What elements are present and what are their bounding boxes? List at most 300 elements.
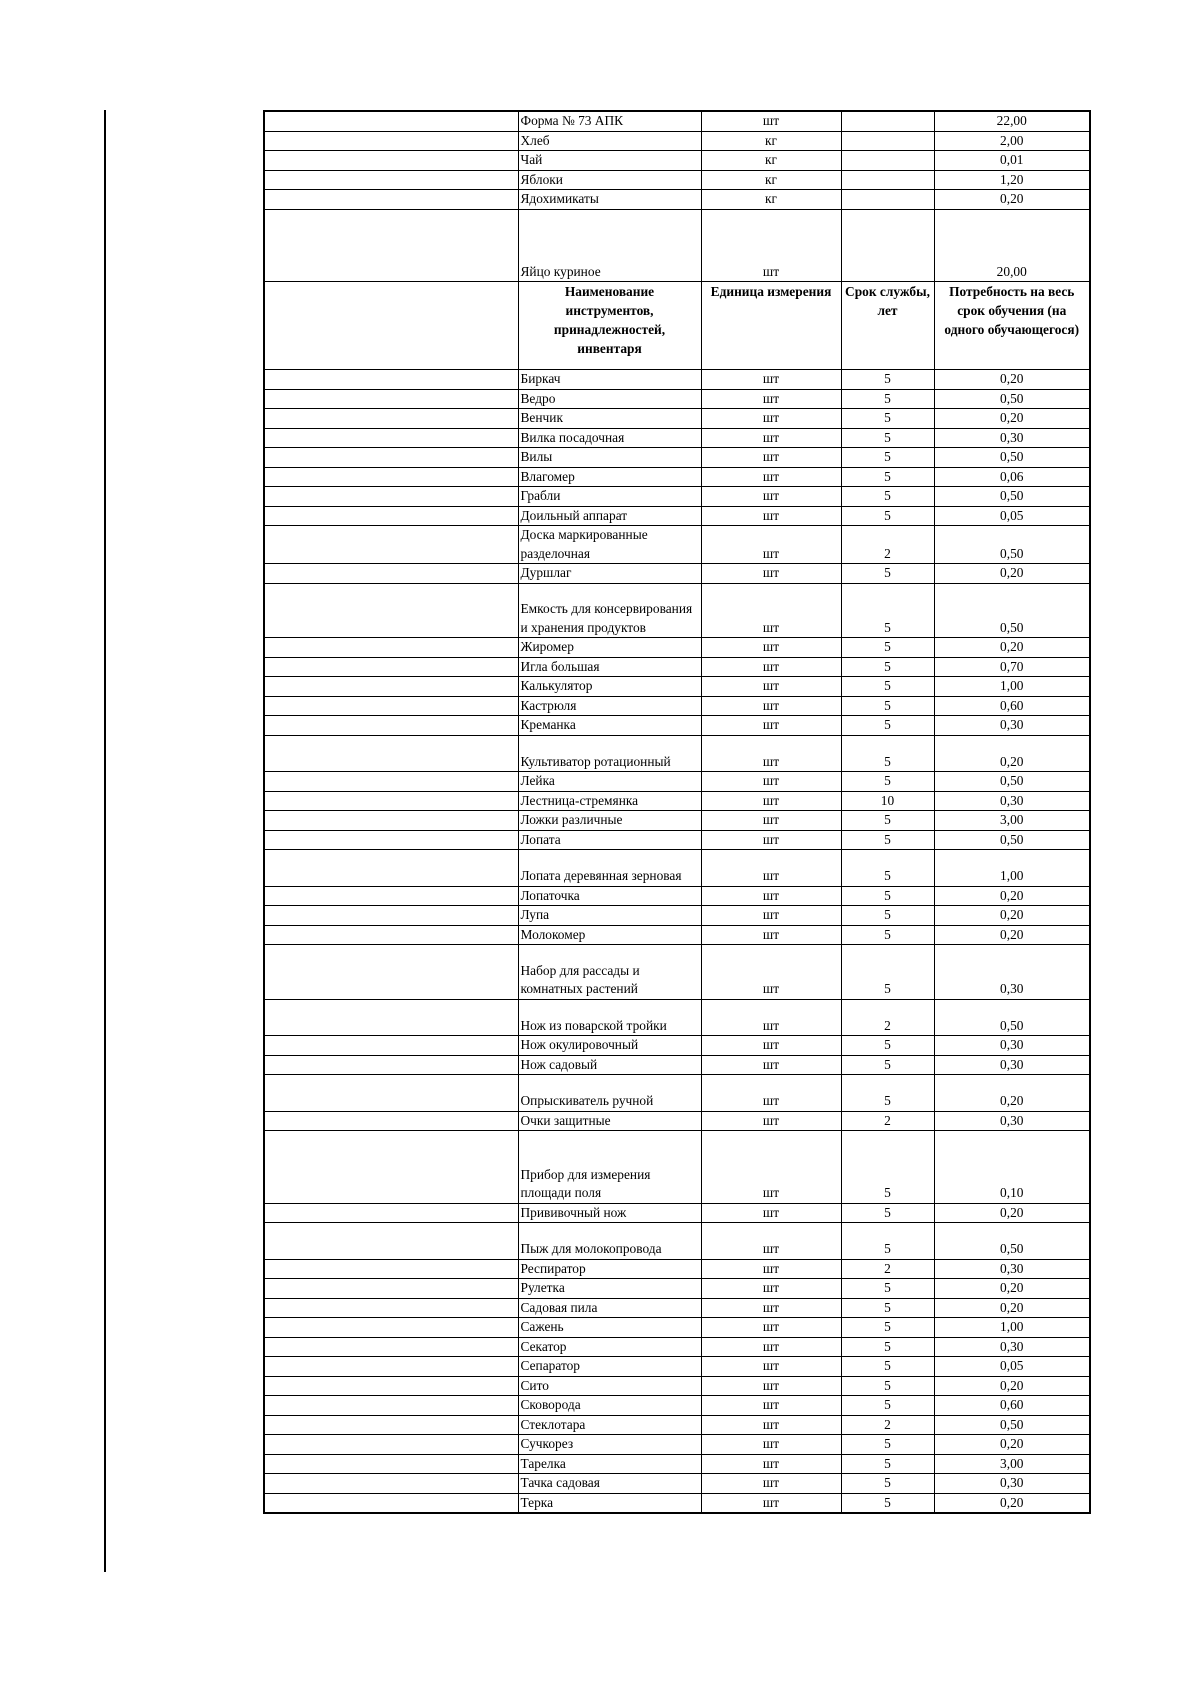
row-empty-cell bbox=[264, 170, 518, 190]
item-name-cell: Тарелка bbox=[518, 1454, 701, 1474]
item-unit-cell: шт bbox=[701, 1357, 841, 1377]
row-empty-cell bbox=[264, 1259, 518, 1279]
table-row bbox=[264, 190, 1090, 210]
table-row bbox=[264, 906, 1090, 926]
item-need-cell: 0,30 bbox=[934, 1036, 1090, 1056]
item-need-cell: 1,00 bbox=[934, 850, 1090, 886]
item-name-cell: Ядохимикаты bbox=[518, 190, 701, 210]
item-need-cell: 0,20 bbox=[934, 1279, 1090, 1299]
item-service-life-cell: 5 bbox=[841, 1055, 934, 1075]
item-need-cell: 0,60 bbox=[934, 696, 1090, 716]
item-unit-cell: шт bbox=[701, 448, 841, 468]
item-name-cell: Форма № 73 АПК bbox=[518, 111, 701, 131]
item-unit-cell: шт bbox=[701, 1223, 841, 1259]
row-empty-cell bbox=[264, 1075, 518, 1111]
item-unit-cell: шт bbox=[701, 409, 841, 429]
item-need-cell: 0,50 bbox=[934, 1223, 1090, 1259]
item-name-cell: Сажень bbox=[518, 1318, 701, 1338]
item-need-cell: 0,20 bbox=[934, 1435, 1090, 1455]
table-row bbox=[264, 1131, 1090, 1204]
row-empty-cell bbox=[264, 487, 518, 507]
row-empty-cell bbox=[264, 1111, 518, 1131]
item-need-cell: 0,06 bbox=[934, 467, 1090, 487]
row-empty-cell bbox=[264, 677, 518, 697]
item-unit-cell: шт bbox=[701, 1075, 841, 1111]
item-name-cell: Терка bbox=[518, 1493, 701, 1513]
table-row bbox=[264, 677, 1090, 697]
item-name-cell: Яблоки bbox=[518, 170, 701, 190]
item-name-cell: Сепаратор bbox=[518, 1357, 701, 1377]
item-need-cell: 0,30 bbox=[934, 1111, 1090, 1131]
item-unit-cell: шт bbox=[701, 1055, 841, 1075]
row-empty-cell bbox=[264, 638, 518, 658]
header-service-life: Срок службы, лет bbox=[841, 282, 934, 370]
row-empty-cell bbox=[264, 1415, 518, 1435]
table-row bbox=[264, 772, 1090, 792]
item-name-cell: Прививочный нож bbox=[518, 1203, 701, 1223]
item-need-cell: 0,20 bbox=[934, 1075, 1090, 1111]
table-row bbox=[264, 467, 1090, 487]
row-empty-cell bbox=[264, 131, 518, 151]
row-empty-cell bbox=[264, 583, 518, 638]
item-service-life-cell: 5 bbox=[841, 1036, 934, 1056]
row-empty-cell bbox=[264, 1223, 518, 1259]
table-row bbox=[264, 1298, 1090, 1318]
item-name-cell: Доильный аппарат bbox=[518, 506, 701, 526]
item-need-cell: 0,50 bbox=[934, 772, 1090, 792]
item-unit-cell: шт bbox=[701, 677, 841, 697]
item-unit-cell: шт bbox=[701, 1318, 841, 1338]
row-empty-cell bbox=[264, 1055, 518, 1075]
item-unit-cell: шт bbox=[701, 1298, 841, 1318]
row-empty-cell bbox=[264, 1279, 518, 1299]
item-name-cell: Ложки различные bbox=[518, 811, 701, 831]
item-name-cell: Респиратор bbox=[518, 1259, 701, 1279]
item-unit-cell: шт bbox=[701, 638, 841, 658]
table-row bbox=[264, 696, 1090, 716]
item-need-cell: 0,30 bbox=[934, 716, 1090, 736]
item-need-cell: 0,50 bbox=[934, 487, 1090, 507]
item-service-life-cell: 5 bbox=[841, 1337, 934, 1357]
item-name-cell: Кастрюля bbox=[518, 696, 701, 716]
table-row bbox=[264, 1396, 1090, 1416]
item-service-life-cell: 5 bbox=[841, 409, 934, 429]
table-row bbox=[264, 428, 1090, 448]
table-row bbox=[264, 583, 1090, 638]
item-name-cell: Прибор для измерения площади поля bbox=[518, 1131, 701, 1204]
header-name: Наименование инструментов, принадлежностей, инвентаря bbox=[518, 282, 701, 370]
item-need-cell: 0,20 bbox=[934, 1298, 1090, 1318]
item-name-cell: Нож из поварской тройки bbox=[518, 999, 701, 1035]
item-need-cell: 2,00 bbox=[934, 131, 1090, 151]
table-row bbox=[264, 1203, 1090, 1223]
item-name-cell: Пыж для молокопровода bbox=[518, 1223, 701, 1259]
item-unit-cell: шт bbox=[701, 111, 841, 131]
table-row bbox=[264, 735, 1090, 771]
header-unit: Единица измерения bbox=[701, 282, 841, 370]
item-name-cell: Нож окулировочный bbox=[518, 1036, 701, 1056]
item-need-cell: 0,30 bbox=[934, 1337, 1090, 1357]
item-service-life-cell: 5 bbox=[841, 467, 934, 487]
item-name-cell: Лопата деревянная зерновая bbox=[518, 850, 701, 886]
row-empty-cell bbox=[264, 811, 518, 831]
item-need-cell: 0,50 bbox=[934, 830, 1090, 850]
row-empty-cell bbox=[264, 409, 518, 429]
item-service-life-cell: 5 bbox=[841, 735, 934, 771]
item-need-cell: 0,20 bbox=[934, 1493, 1090, 1513]
row-empty-cell bbox=[264, 448, 518, 468]
item-service-life-cell: 2 bbox=[841, 526, 934, 564]
item-service-life-cell: 5 bbox=[841, 1357, 934, 1377]
row-empty-cell bbox=[264, 772, 518, 792]
item-name-cell: Венчик bbox=[518, 409, 701, 429]
item-name-cell: Сучкорез bbox=[518, 1435, 701, 1455]
item-need-cell: 0,30 bbox=[934, 791, 1090, 811]
item-name-cell: Вилка посадочная bbox=[518, 428, 701, 448]
row-empty-cell bbox=[264, 1036, 518, 1056]
item-unit-cell: кг bbox=[701, 151, 841, 171]
row-empty-cell bbox=[264, 1318, 518, 1338]
item-service-life-cell: 10 bbox=[841, 791, 934, 811]
item-name-cell: Влагомер bbox=[518, 467, 701, 487]
item-name-cell: Нож садовый bbox=[518, 1055, 701, 1075]
item-service-life-cell: 5 bbox=[841, 370, 934, 390]
item-need-cell: 0,50 bbox=[934, 526, 1090, 564]
item-need-cell: 0,30 bbox=[934, 1055, 1090, 1075]
item-name-cell: Вилы bbox=[518, 448, 701, 468]
item-service-life-cell: 2 bbox=[841, 1111, 934, 1131]
item-need-cell: 0,30 bbox=[934, 945, 1090, 1000]
item-name-cell: Лестница-стремянка bbox=[518, 791, 701, 811]
item-need-cell: 0,20 bbox=[934, 190, 1090, 210]
item-need-cell: 3,00 bbox=[934, 1454, 1090, 1474]
item-service-life-cell: 5 bbox=[841, 487, 934, 507]
left-margin-line bbox=[104, 110, 106, 1572]
item-name-cell: Хлеб bbox=[518, 131, 701, 151]
item-service-life-cell: 5 bbox=[841, 696, 934, 716]
table-row bbox=[264, 564, 1090, 584]
item-service-life-cell: 5 bbox=[841, 906, 934, 926]
table-row bbox=[264, 487, 1090, 507]
item-need-cell: 1,00 bbox=[934, 677, 1090, 697]
item-service-life-cell bbox=[841, 111, 934, 131]
row-empty-cell bbox=[264, 906, 518, 926]
item-need-cell: 0,20 bbox=[934, 735, 1090, 771]
table-items-section bbox=[264, 370, 1090, 1513]
table-row bbox=[264, 1036, 1090, 1056]
item-unit-cell: шт bbox=[701, 925, 841, 945]
item-name-cell: Стеклотара bbox=[518, 1415, 701, 1435]
table-row bbox=[264, 1223, 1090, 1259]
table-row bbox=[264, 370, 1090, 390]
item-unit-cell: шт bbox=[701, 1036, 841, 1056]
item-service-life-cell: 5 bbox=[841, 716, 934, 736]
item-service-life-cell: 5 bbox=[841, 772, 934, 792]
table-row bbox=[264, 1474, 1090, 1494]
item-unit-cell: шт bbox=[701, 696, 841, 716]
item-unit-cell: шт bbox=[701, 772, 841, 792]
item-name-cell: Сковорода bbox=[518, 1396, 701, 1416]
item-name-cell: Биркач bbox=[518, 370, 701, 390]
table-row bbox=[264, 1454, 1090, 1474]
item-unit-cell: шт bbox=[701, 487, 841, 507]
item-name-cell: Сито bbox=[518, 1376, 701, 1396]
item-need-cell: 0,20 bbox=[934, 564, 1090, 584]
item-name-cell: Грабли bbox=[518, 487, 701, 507]
item-service-life-cell: 5 bbox=[841, 1131, 934, 1204]
row-empty-cell bbox=[264, 1376, 518, 1396]
table-row bbox=[264, 1318, 1090, 1338]
table-row bbox=[264, 1337, 1090, 1357]
table-top-section bbox=[264, 111, 1090, 282]
item-unit-cell: шт bbox=[701, 564, 841, 584]
item-need-cell: 0,10 bbox=[934, 1131, 1090, 1204]
item-name-cell: Доска маркированные разделочная bbox=[518, 526, 701, 564]
row-empty-cell bbox=[264, 209, 518, 282]
header-need: Потребность на весь срок обучения (на одного обучающегося) bbox=[934, 282, 1090, 370]
row-empty-cell bbox=[264, 1454, 518, 1474]
item-unit-cell: шт bbox=[701, 1474, 841, 1494]
item-service-life-cell: 5 bbox=[841, 677, 934, 697]
item-name-cell: Набор для рассады и комнатных растений bbox=[518, 945, 701, 1000]
item-service-life-cell bbox=[841, 170, 934, 190]
table-row bbox=[264, 1376, 1090, 1396]
item-need-cell: 0,20 bbox=[934, 1203, 1090, 1223]
item-need-cell: 0,01 bbox=[934, 151, 1090, 171]
item-service-life-cell bbox=[841, 190, 934, 210]
table-header-section bbox=[264, 282, 1090, 370]
item-unit-cell: шт bbox=[701, 716, 841, 736]
table-row bbox=[264, 1259, 1090, 1279]
item-unit-cell: шт bbox=[701, 583, 841, 638]
item-need-cell: 0,60 bbox=[934, 1396, 1090, 1416]
item-name-cell: Жиромер bbox=[518, 638, 701, 658]
item-unit-cell: шт bbox=[701, 811, 841, 831]
row-empty-cell bbox=[264, 428, 518, 448]
item-unit-cell: шт bbox=[701, 791, 841, 811]
table-row bbox=[264, 209, 1090, 282]
item-unit-cell: кг bbox=[701, 170, 841, 190]
item-service-life-cell: 5 bbox=[841, 1396, 934, 1416]
item-unit-cell: шт bbox=[701, 906, 841, 926]
row-empty-cell bbox=[264, 716, 518, 736]
item-need-cell: 20,00 bbox=[934, 209, 1090, 282]
item-service-life-cell: 2 bbox=[841, 999, 934, 1035]
item-unit-cell: шт bbox=[701, 209, 841, 282]
table-header-row bbox=[264, 282, 1090, 370]
item-need-cell: 0,05 bbox=[934, 506, 1090, 526]
item-need-cell: 0,20 bbox=[934, 925, 1090, 945]
item-unit-cell: шт bbox=[701, 657, 841, 677]
item-need-cell: 0,20 bbox=[934, 906, 1090, 926]
item-unit-cell: шт bbox=[701, 1203, 841, 1223]
item-service-life-cell bbox=[841, 151, 934, 171]
item-need-cell: 0,20 bbox=[934, 409, 1090, 429]
item-name-cell: Культиватор ротационный bbox=[518, 735, 701, 771]
item-need-cell: 0,20 bbox=[934, 1376, 1090, 1396]
item-name-cell: Калькулятор bbox=[518, 677, 701, 697]
row-empty-cell bbox=[264, 151, 518, 171]
item-need-cell: 0,20 bbox=[934, 370, 1090, 390]
item-unit-cell: шт bbox=[701, 830, 841, 850]
row-empty-cell bbox=[264, 657, 518, 677]
item-name-cell: Опрыскиватель ручной bbox=[518, 1075, 701, 1111]
item-unit-cell: шт bbox=[701, 999, 841, 1035]
item-service-life-cell: 5 bbox=[841, 638, 934, 658]
item-service-life-cell: 5 bbox=[841, 811, 934, 831]
item-service-life-cell: 5 bbox=[841, 1298, 934, 1318]
table-row bbox=[264, 925, 1090, 945]
item-unit-cell: шт bbox=[701, 735, 841, 771]
item-name-cell: Молокомер bbox=[518, 925, 701, 945]
item-unit-cell: шт bbox=[701, 1131, 841, 1204]
item-service-life-cell: 5 bbox=[841, 850, 934, 886]
item-service-life-cell: 2 bbox=[841, 1259, 934, 1279]
table-row bbox=[264, 448, 1090, 468]
row-empty-cell bbox=[264, 1396, 518, 1416]
item-name-cell: Лупа bbox=[518, 906, 701, 926]
item-name-cell: Дуршлаг bbox=[518, 564, 701, 584]
item-unit-cell: шт bbox=[701, 1337, 841, 1357]
item-service-life-cell: 5 bbox=[841, 1203, 934, 1223]
item-service-life-cell: 5 bbox=[841, 448, 934, 468]
item-unit-cell: шт bbox=[701, 1454, 841, 1474]
item-service-life-cell: 2 bbox=[841, 1415, 934, 1435]
item-service-life-cell: 5 bbox=[841, 925, 934, 945]
item-unit-cell: шт bbox=[701, 1259, 841, 1279]
table-row bbox=[264, 791, 1090, 811]
row-empty-cell bbox=[264, 1337, 518, 1357]
item-need-cell: 0,50 bbox=[934, 448, 1090, 468]
item-unit-cell: шт bbox=[701, 1415, 841, 1435]
row-empty-cell bbox=[264, 1474, 518, 1494]
table-row bbox=[264, 638, 1090, 658]
item-service-life-cell: 5 bbox=[841, 1075, 934, 1111]
header-empty-cell bbox=[264, 282, 518, 370]
item-unit-cell: шт bbox=[701, 1396, 841, 1416]
item-name-cell: Тачка садовая bbox=[518, 1474, 701, 1494]
item-unit-cell: шт bbox=[701, 945, 841, 1000]
row-empty-cell bbox=[264, 925, 518, 945]
table-row bbox=[264, 170, 1090, 190]
item-service-life-cell: 5 bbox=[841, 1279, 934, 1299]
item-unit-cell: шт bbox=[701, 1376, 841, 1396]
row-empty-cell bbox=[264, 791, 518, 811]
item-need-cell: 0,30 bbox=[934, 1474, 1090, 1494]
item-name-cell: Чай bbox=[518, 151, 701, 171]
item-service-life-cell: 5 bbox=[841, 583, 934, 638]
item-service-life-cell bbox=[841, 209, 934, 282]
item-service-life-cell bbox=[841, 131, 934, 151]
table-row bbox=[264, 945, 1090, 1000]
table-row bbox=[264, 830, 1090, 850]
item-unit-cell: шт bbox=[701, 389, 841, 409]
item-unit-cell: шт bbox=[701, 428, 841, 448]
item-name-cell: Лопаточка bbox=[518, 886, 701, 906]
item-name-cell: Рулетка bbox=[518, 1279, 701, 1299]
item-service-life-cell: 5 bbox=[841, 1223, 934, 1259]
item-need-cell: 0,05 bbox=[934, 1357, 1090, 1377]
table-row bbox=[264, 111, 1090, 131]
row-empty-cell bbox=[264, 1357, 518, 1377]
table-row bbox=[264, 1055, 1090, 1075]
item-name-cell: Лейка bbox=[518, 772, 701, 792]
table-row bbox=[264, 999, 1090, 1035]
row-empty-cell bbox=[264, 999, 518, 1035]
row-empty-cell bbox=[264, 1493, 518, 1513]
item-name-cell: Секатор bbox=[518, 1337, 701, 1357]
table-row bbox=[264, 1357, 1090, 1377]
table-row bbox=[264, 657, 1090, 677]
item-service-life-cell: 5 bbox=[841, 506, 934, 526]
item-unit-cell: шт bbox=[701, 1435, 841, 1455]
item-name-cell: Лопата bbox=[518, 830, 701, 850]
item-name-cell: Ведро bbox=[518, 389, 701, 409]
row-empty-cell bbox=[264, 696, 518, 716]
table-row bbox=[264, 409, 1090, 429]
item-unit-cell: кг bbox=[701, 131, 841, 151]
row-empty-cell bbox=[264, 190, 518, 210]
item-need-cell: 0,20 bbox=[934, 638, 1090, 658]
item-service-life-cell: 5 bbox=[841, 886, 934, 906]
item-unit-cell: кг bbox=[701, 190, 841, 210]
item-name-cell: Очки защитные bbox=[518, 1111, 701, 1131]
row-empty-cell bbox=[264, 506, 518, 526]
row-empty-cell bbox=[264, 564, 518, 584]
item-unit-cell: шт bbox=[701, 526, 841, 564]
item-service-life-cell: 5 bbox=[841, 1376, 934, 1396]
item-unit-cell: шт bbox=[701, 850, 841, 886]
row-empty-cell bbox=[264, 1203, 518, 1223]
item-name-cell: Яйцо куриное bbox=[518, 209, 701, 282]
item-need-cell: 1,00 bbox=[934, 1318, 1090, 1338]
item-service-life-cell: 5 bbox=[841, 830, 934, 850]
item-service-life-cell: 5 bbox=[841, 1435, 934, 1455]
item-name-cell: Садовая пила bbox=[518, 1298, 701, 1318]
table-row bbox=[264, 811, 1090, 831]
row-empty-cell bbox=[264, 1131, 518, 1204]
table-row bbox=[264, 1279, 1090, 1299]
table-row bbox=[264, 526, 1090, 564]
item-service-life-cell: 5 bbox=[841, 389, 934, 409]
item-name-cell: Емкость для консервирования и хранения продуктов bbox=[518, 583, 701, 638]
row-empty-cell bbox=[264, 389, 518, 409]
item-unit-cell: шт bbox=[701, 506, 841, 526]
table-row bbox=[264, 131, 1090, 151]
table-row bbox=[264, 1075, 1090, 1111]
item-need-cell: 0,70 bbox=[934, 657, 1090, 677]
item-need-cell: 1,20 bbox=[934, 170, 1090, 190]
item-service-life-cell: 5 bbox=[841, 945, 934, 1000]
item-need-cell: 0,50 bbox=[934, 389, 1090, 409]
table-row bbox=[264, 716, 1090, 736]
item-unit-cell: шт bbox=[701, 1111, 841, 1131]
item-unit-cell: шт bbox=[701, 1493, 841, 1513]
requirements-table bbox=[263, 110, 1091, 1514]
item-unit-cell: шт bbox=[701, 886, 841, 906]
item-name-cell: Игла большая bbox=[518, 657, 701, 677]
item-service-life-cell: 5 bbox=[841, 564, 934, 584]
item-name-cell: Креманка bbox=[518, 716, 701, 736]
item-unit-cell: шт bbox=[701, 370, 841, 390]
item-service-life-cell: 5 bbox=[841, 1474, 934, 1494]
row-empty-cell bbox=[264, 735, 518, 771]
table-row bbox=[264, 1111, 1090, 1131]
item-service-life-cell: 5 bbox=[841, 1493, 934, 1513]
item-service-life-cell: 5 bbox=[841, 1454, 934, 1474]
row-empty-cell bbox=[264, 370, 518, 390]
row-empty-cell bbox=[264, 1435, 518, 1455]
